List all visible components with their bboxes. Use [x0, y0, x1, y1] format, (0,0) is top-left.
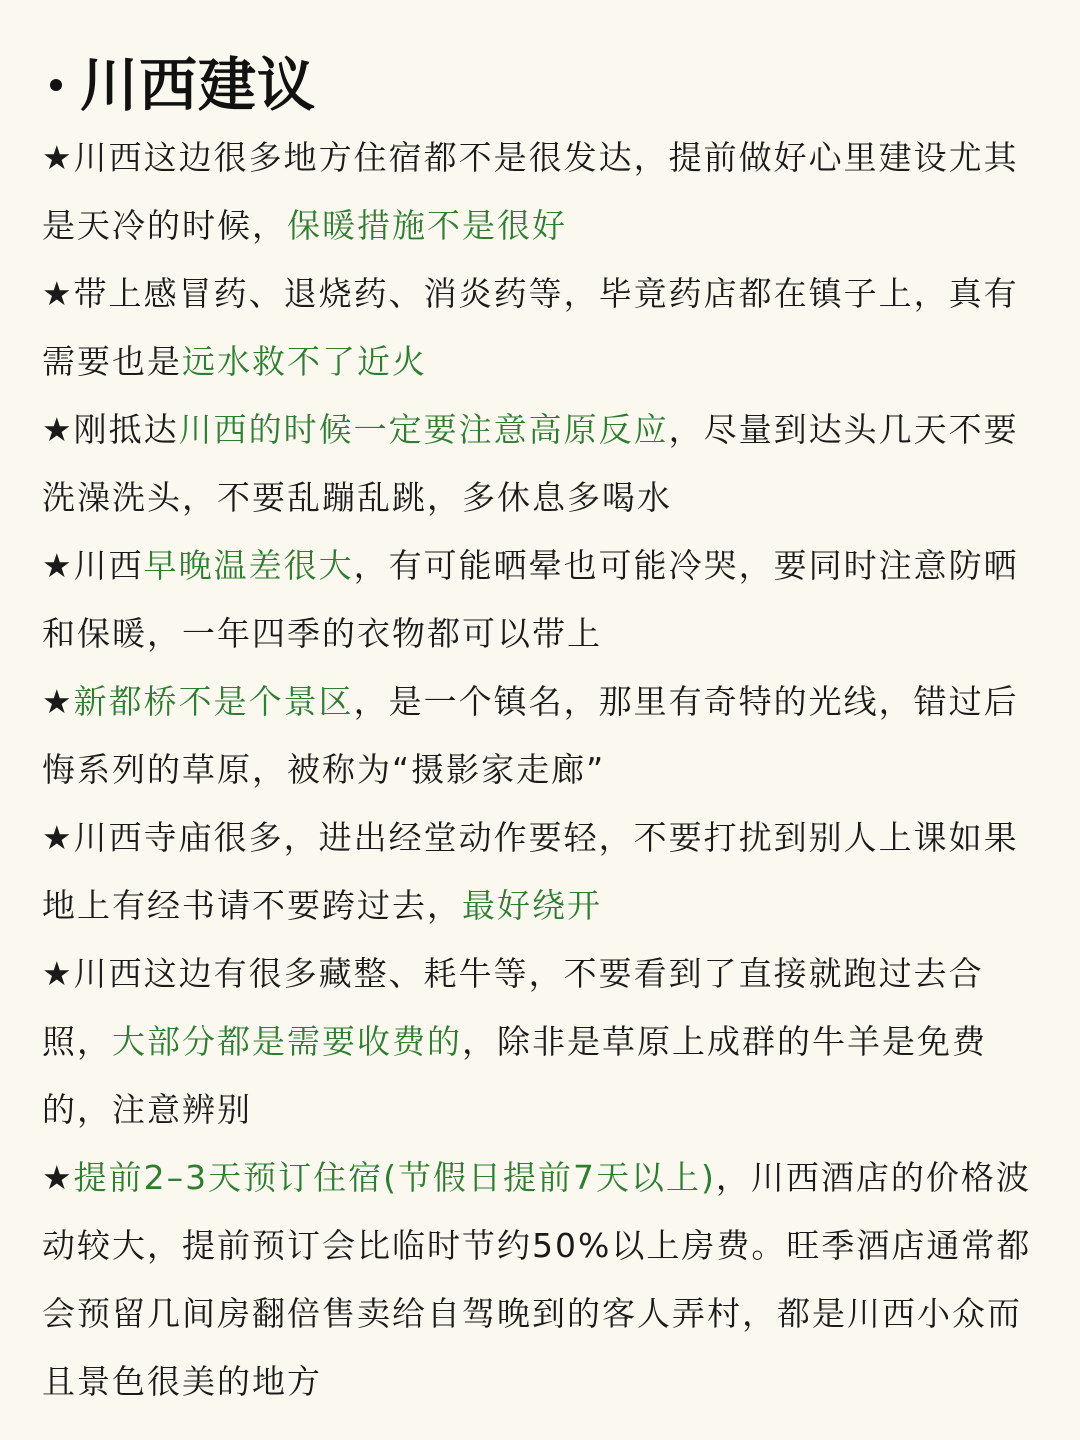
star-icon: ★: [42, 410, 74, 449]
tip-text: 带上感冒药、退烧药、消炎药等，毕竟药店都在镇子上，真有需要也是: [42, 274, 1019, 381]
tip-text: 刚抵达: [73, 410, 179, 449]
tip-highlight-text: 大部分都是需要收费的: [112, 1022, 462, 1061]
title-text: 川西建议: [80, 51, 317, 119]
tip-highlight-text: 远水救不了近火: [182, 342, 427, 381]
tip-item: [42, 940, 1040, 1144]
tip-text: ，除非是草原上成群的牛羊是免费的，注意辨别: [42, 1022, 987, 1129]
star-icon: ★: [42, 138, 74, 177]
tip-text: 川西这边很多地方住宿都不是很发达，提前做好心里建设尤其是天冷的时候，: [42, 138, 1019, 245]
tip-item: [42, 668, 1040, 804]
tip-item: [42, 124, 1040, 260]
star-icon: ★: [42, 682, 74, 721]
tip-highlight-text: 最好绕开: [462, 886, 602, 925]
tip-text: 川西寺庙很多，进出经堂动作要轻，不要打扰到别人上课如果地上有经书请不要跨过去，: [42, 818, 1019, 925]
tip-highlight-text: 早晚温差很大: [143, 546, 354, 585]
tip-highlight-text: 提前2–3天预订住宿(节假日提前7天以上): [73, 1158, 716, 1197]
tip-highlight-text: 新都桥不是个景区: [73, 682, 354, 721]
star-icon: ★: [42, 274, 74, 313]
tip-item: [42, 260, 1040, 396]
tip-item: [42, 1144, 1040, 1416]
tip-item: [42, 532, 1040, 668]
page-title: [42, 46, 1040, 124]
star-icon: ★: [42, 818, 74, 857]
tip-text: ，川西酒店的价格波动较大，提前预订会比临时节约50%以上房费。旺季酒店通常都会预留几间房翻倍售卖给自驾晚到的客人弄村，都是川西小众而且景色很美的地方: [42, 1158, 1032, 1401]
tip-text: ，有可能晒晕也可能冷哭，要同时注意防晒和保暖，一年四季的衣物都可以带上: [42, 546, 1019, 653]
star-icon: ★: [42, 954, 74, 993]
bullet-dot-icon: [50, 79, 62, 91]
tip-item: [42, 804, 1040, 940]
star-icon: ★: [42, 546, 74, 585]
tip-text: ，尽量到达头几天不要洗澡洗头，不要乱蹦乱跳，多休息多喝水: [42, 410, 1019, 517]
tips-list: [42, 124, 1040, 1416]
tip-text: 川西这边有很多藏整、耗牛等，不要看到了直接就跑过去合照，: [42, 954, 984, 1061]
tip-highlight-text: 保暖措施不是很好: [287, 206, 567, 245]
tip-highlight-text: 川西的时候一定要注意高原反应: [178, 410, 669, 449]
tip-text: ，是一个镇名，那里有奇特的光线，错过后悔系列的草原，被称为“摄影家走廊”: [42, 682, 1019, 789]
tip-item: [42, 396, 1040, 532]
star-icon: ★: [42, 1158, 74, 1197]
tip-text: 川西: [73, 546, 144, 585]
